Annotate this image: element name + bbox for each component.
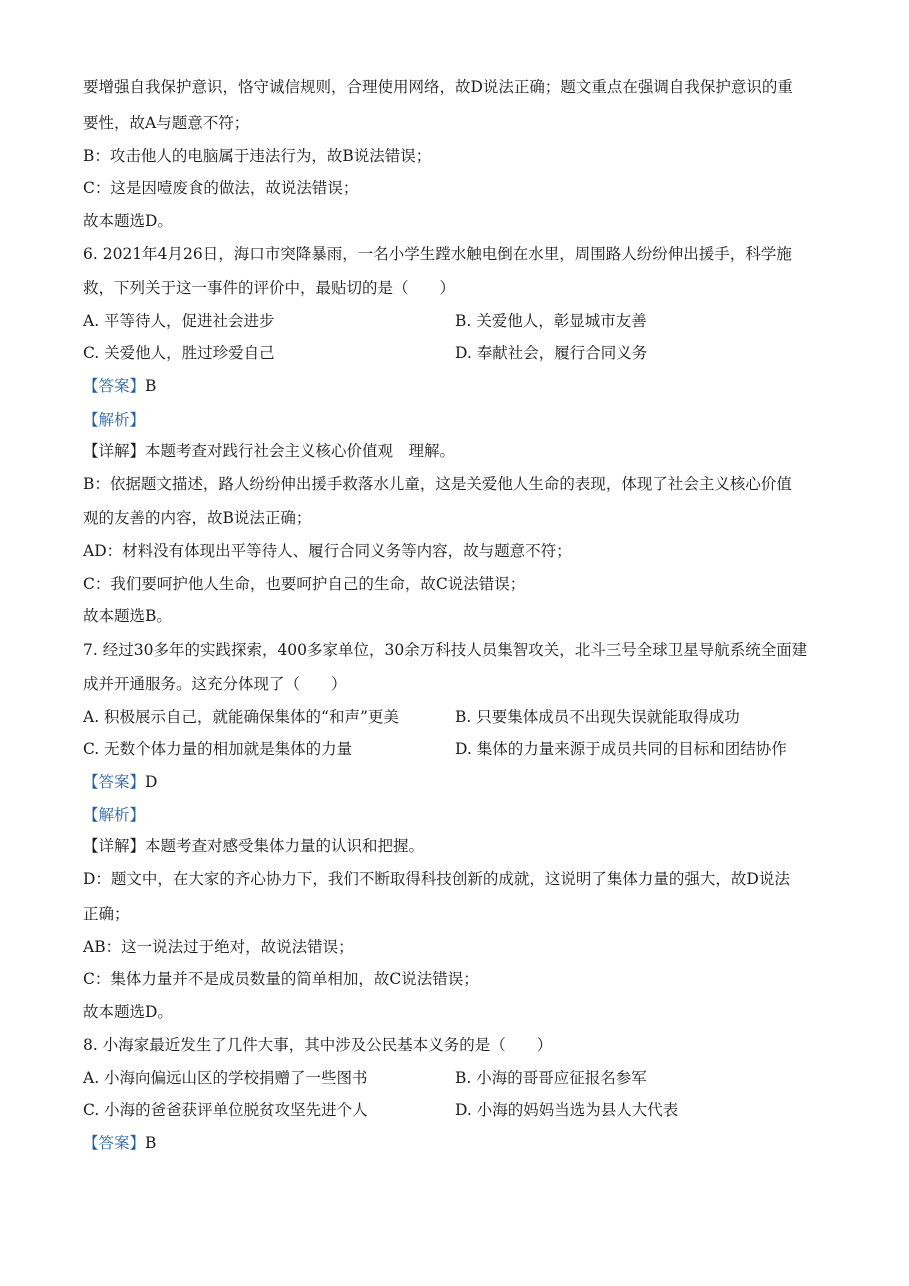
question-stem: 成并开通服务。这充分体现了（ ） bbox=[83, 675, 347, 693]
option-d: D. 小海的妈妈当选为县人大代表 bbox=[455, 1101, 679, 1119]
answer-line bbox=[83, 376, 156, 396]
answer-value: B bbox=[145, 377, 157, 395]
text-line: B：依据题文描述，路人纷纷伸出援手救落水儿童，这是关爱他人生命的表现，体现了社会主义核心价值 bbox=[83, 475, 792, 493]
answer-tag: 【答案】 bbox=[83, 377, 146, 395]
answer-tag: 【答案】 bbox=[83, 773, 146, 791]
text-line: C：我们要呵护他人生命，也要呵护自己的生命，故C说法错误； bbox=[83, 575, 526, 593]
text-line: 要增强自我保护意识，恪守诚信规则，合理使用网络，故D说法正确；题文重点在强调自我保护意识的重 bbox=[83, 78, 793, 96]
question-stem: 7. 经过30多年的实践探索，400多家单位，30余万科技人员集智攻关，北斗三号全球卫星导航系统全面建 bbox=[83, 641, 808, 659]
text-line: 观的友善的内容，故B说法正确； bbox=[83, 509, 312, 527]
option-d: D. 奉献社会，履行合同义务 bbox=[455, 344, 648, 362]
option-a: A. 小海向偏远山区的学校捐赠了一些图书 bbox=[83, 1069, 368, 1087]
text-line: AB：这一说法过于绝对，故说法错误； bbox=[83, 938, 354, 956]
answer-value: D bbox=[145, 773, 158, 791]
text-line: 正确； bbox=[83, 905, 130, 923]
option-c: C. 小海的爸爸获评单位脱贫攻坚先进个人 bbox=[83, 1101, 368, 1119]
text-line: AD：材料没有体现出平等待人、履行合同义务等内容，故与题意不符； bbox=[83, 542, 572, 560]
text-line: B：攻击他人的电脑属于违法行为，故B说法错误； bbox=[83, 147, 432, 165]
option-b: B. 小海的哥哥应征报名参军 bbox=[455, 1069, 647, 1087]
detail-text: 本题考查对感受集体力量的认识和把握。 bbox=[145, 837, 425, 855]
text-line: C：这是因噎废食的做法，故说法错误； bbox=[83, 179, 359, 197]
question-stem: 救，下列关于这一事件的评价中，最贴切的是（ ） bbox=[83, 279, 456, 297]
question-stem: 6. 2021年4月26日，海口市突降暴雨，一名小学生蹚水触电倒在水里，周围路人纷纷伸出援手，科学施 bbox=[83, 245, 792, 263]
answer-value: B bbox=[145, 1134, 157, 1152]
analysis-tag: 【解析】 bbox=[83, 411, 146, 429]
detail-line bbox=[83, 441, 455, 461]
detail-tag: 【详解】 bbox=[83, 442, 146, 460]
analysis-tag: 【解析】 bbox=[83, 806, 146, 824]
question-stem: 8. 小海家最近发生了几件大事，其中涉及公民基本义务的是（ ） bbox=[83, 1036, 553, 1054]
text-line: C：集体力量并不是成员数量的简单相加，故C说法错误； bbox=[83, 970, 479, 988]
text-line: 故本题选D。 bbox=[83, 1003, 173, 1021]
option-a: A. 积极展示自己，就能确保集体的“和声”更美 bbox=[83, 708, 399, 726]
text-line: 故本题选B。 bbox=[83, 607, 172, 625]
answer-line bbox=[83, 1133, 156, 1153]
option-b: B. 只要集体成员不出现失误就能取得成功 bbox=[455, 708, 740, 726]
option-b: B. 关爱他人，彰显城市友善 bbox=[455, 312, 647, 330]
option-d: D. 集体的力量来源于成员共同的目标和团结协作 bbox=[455, 740, 787, 758]
text-line: 故本题选D。 bbox=[83, 212, 173, 230]
detail-line bbox=[83, 836, 424, 856]
text-line: D：题文中，在大家的齐心协力下，我们不断取得科技创新的成就，这说明了集体力量的强大，故D说法 bbox=[83, 870, 790, 888]
detail-tag: 【详解】 bbox=[83, 837, 146, 855]
answer-tag: 【答案】 bbox=[83, 1134, 146, 1152]
detail-text: 本题考查对践行社会主义核心价值观 理解。 bbox=[145, 442, 456, 460]
option-a: A. 平等待人，促进社会进步 bbox=[83, 312, 275, 330]
text-line: 要性，故A与题意不符； bbox=[83, 114, 250, 132]
answer-line bbox=[83, 772, 157, 792]
option-c: C. 关爱他人，胜过珍爱自己 bbox=[83, 344, 275, 362]
option-c: C. 无数个体力量的相加就是集体的力量 bbox=[83, 740, 353, 758]
